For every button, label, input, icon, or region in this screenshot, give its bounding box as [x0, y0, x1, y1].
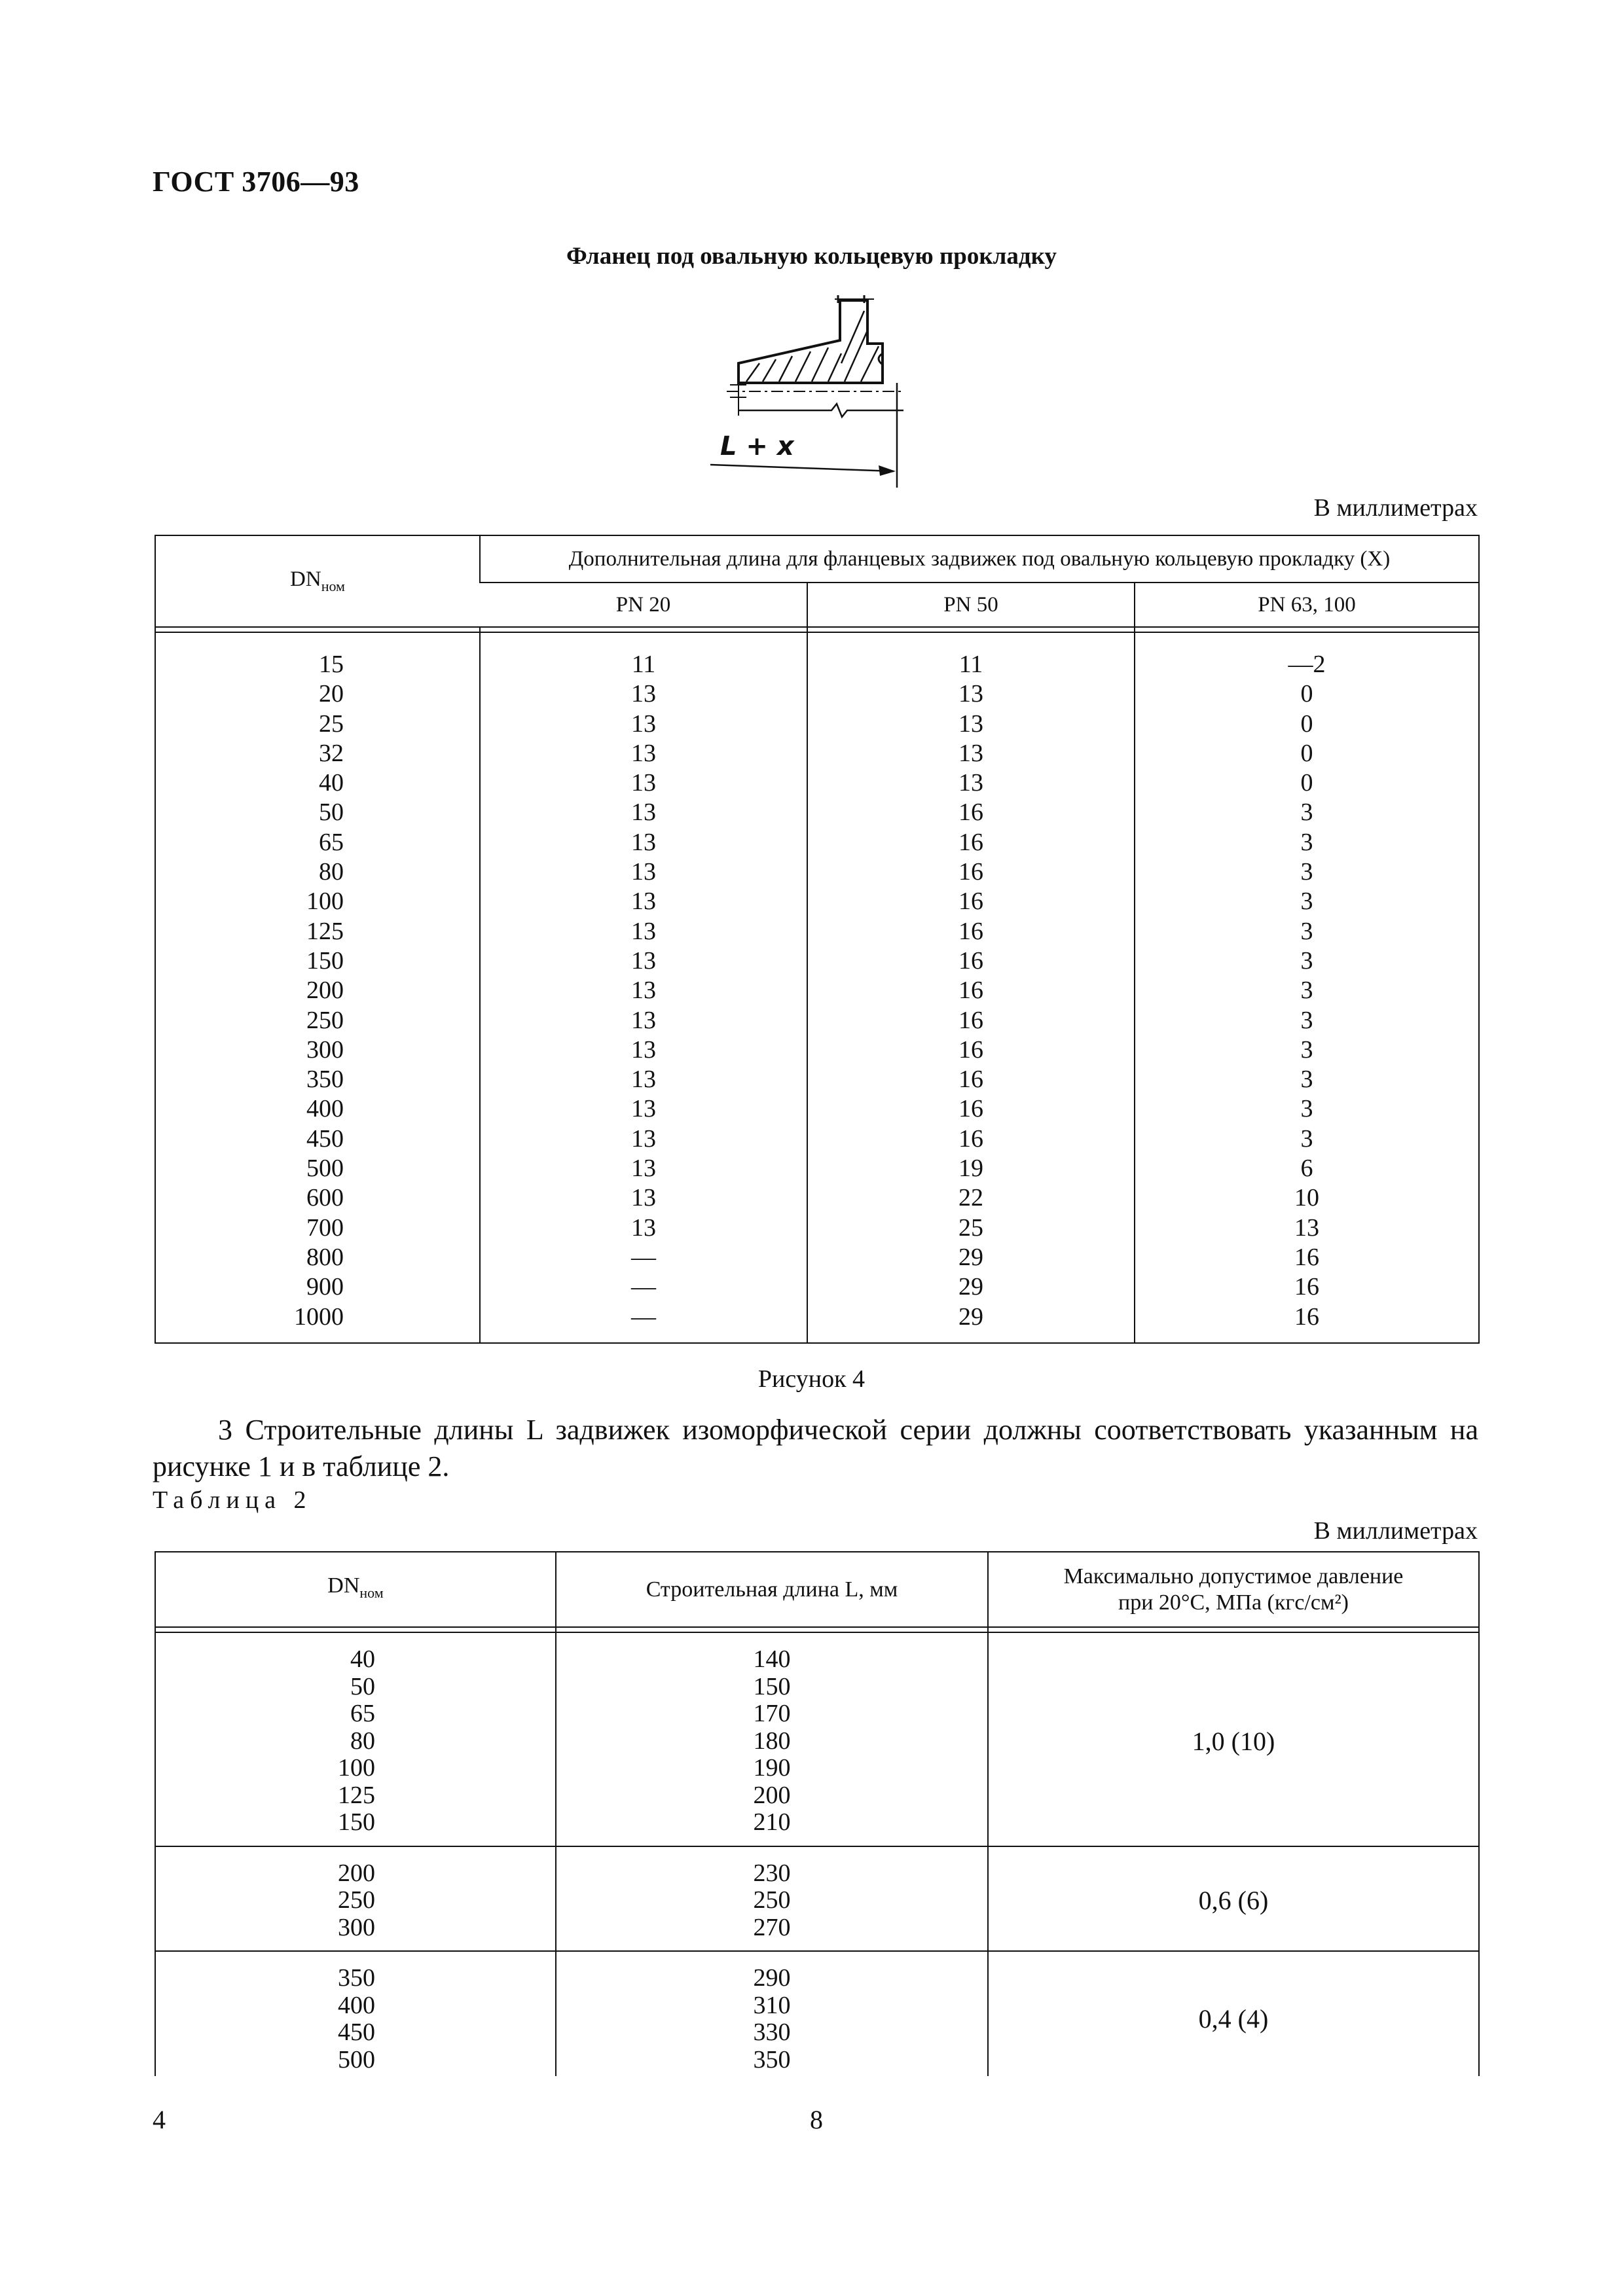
table-additional-length: [155, 535, 1480, 1344]
dn-header-2: $DN_{ном}$: [327, 1573, 384, 1601]
length-header: Строительная длина L, мм: [556, 1552, 988, 1627]
col-header-pn50: PN 50: [807, 583, 1135, 627]
pressure-header: Максимально допустимое давление при 20°С, МПа (кгс/см²): [988, 1552, 1479, 1627]
page-number-center: 8: [810, 2105, 823, 2134]
units-note-2: В миллиметрах: [1313, 1517, 1478, 1545]
units-note: В миллиметрах: [1313, 494, 1478, 522]
pn20-column: 11 13 13 13 13 13 13 13 13 13 13 13 13 13 13 13 13 13 13 13 — — —: [480, 632, 807, 1343]
length-cell: 290 310 330 350: [556, 1951, 988, 2076]
figure-caption: Рисунок 4: [757, 1365, 866, 1393]
pressure-cell: 1,0 (10): [988, 1632, 1479, 1846]
page-number-left: 4: [153, 2105, 166, 2134]
table-construction-length: [155, 1551, 1480, 2076]
pn63-100-column: —2 0 0 0 0 3 3 3 3 3 3 3 3 3 3 3 3 6 10 13 16 16 16: [1135, 632, 1479, 1343]
col-header-pn20: PN 20: [615, 592, 671, 617]
group-header: Дополнительная длина для фланцевых задвижек под овальную кольцевую прокладку (X): [480, 535, 1479, 583]
pressure-cell: 0,6 (6): [988, 1846, 1479, 1952]
col-header-pn63-100: PN 63, 100: [1135, 583, 1479, 627]
document-header: ГОСТ 3706—93: [153, 166, 359, 198]
table-row: [155, 1951, 1479, 2076]
dn-cell: 40 50 65 80 100 125 150: [155, 1632, 556, 1846]
length-cell: 230 250 270: [556, 1846, 988, 1952]
table2-label: Таблица 2: [153, 1486, 312, 1514]
dn-column: 15 20 25 32 40 50 65 80 100 125 150 200 250 300 350 400 450 500 600 700 800 900 1000: [294, 651, 344, 1331]
pn50-column: 11 13 13 13 13 16 16 16 16 16 16 16 16 16 16 16 16 19 22 25 29 29 29: [807, 632, 1135, 1343]
paragraph: 3 Строительные длины L задвижек изоморфической серии должны соответствовать указанным на рисунке 1 и в таблице 2.: [153, 1414, 1478, 1482]
length-cell: 140 150 170 180 190 200 210: [556, 1632, 988, 1846]
dn-cell: 350 400 450 500: [338, 1964, 375, 2073]
flange-drawing: [707, 291, 923, 488]
dn-header: $DN_{ном}$: [155, 535, 480, 627]
figure-title: Фланец под овальную кольцевую прокладку: [566, 243, 1057, 270]
pressure-cell: 0,4 (4): [988, 1951, 1479, 2076]
table-row: [155, 1846, 1479, 1952]
drawing-label: L + x: [720, 431, 794, 461]
dn-cell: 200 250 300: [155, 1846, 556, 1952]
table-row: [155, 1632, 1479, 1846]
